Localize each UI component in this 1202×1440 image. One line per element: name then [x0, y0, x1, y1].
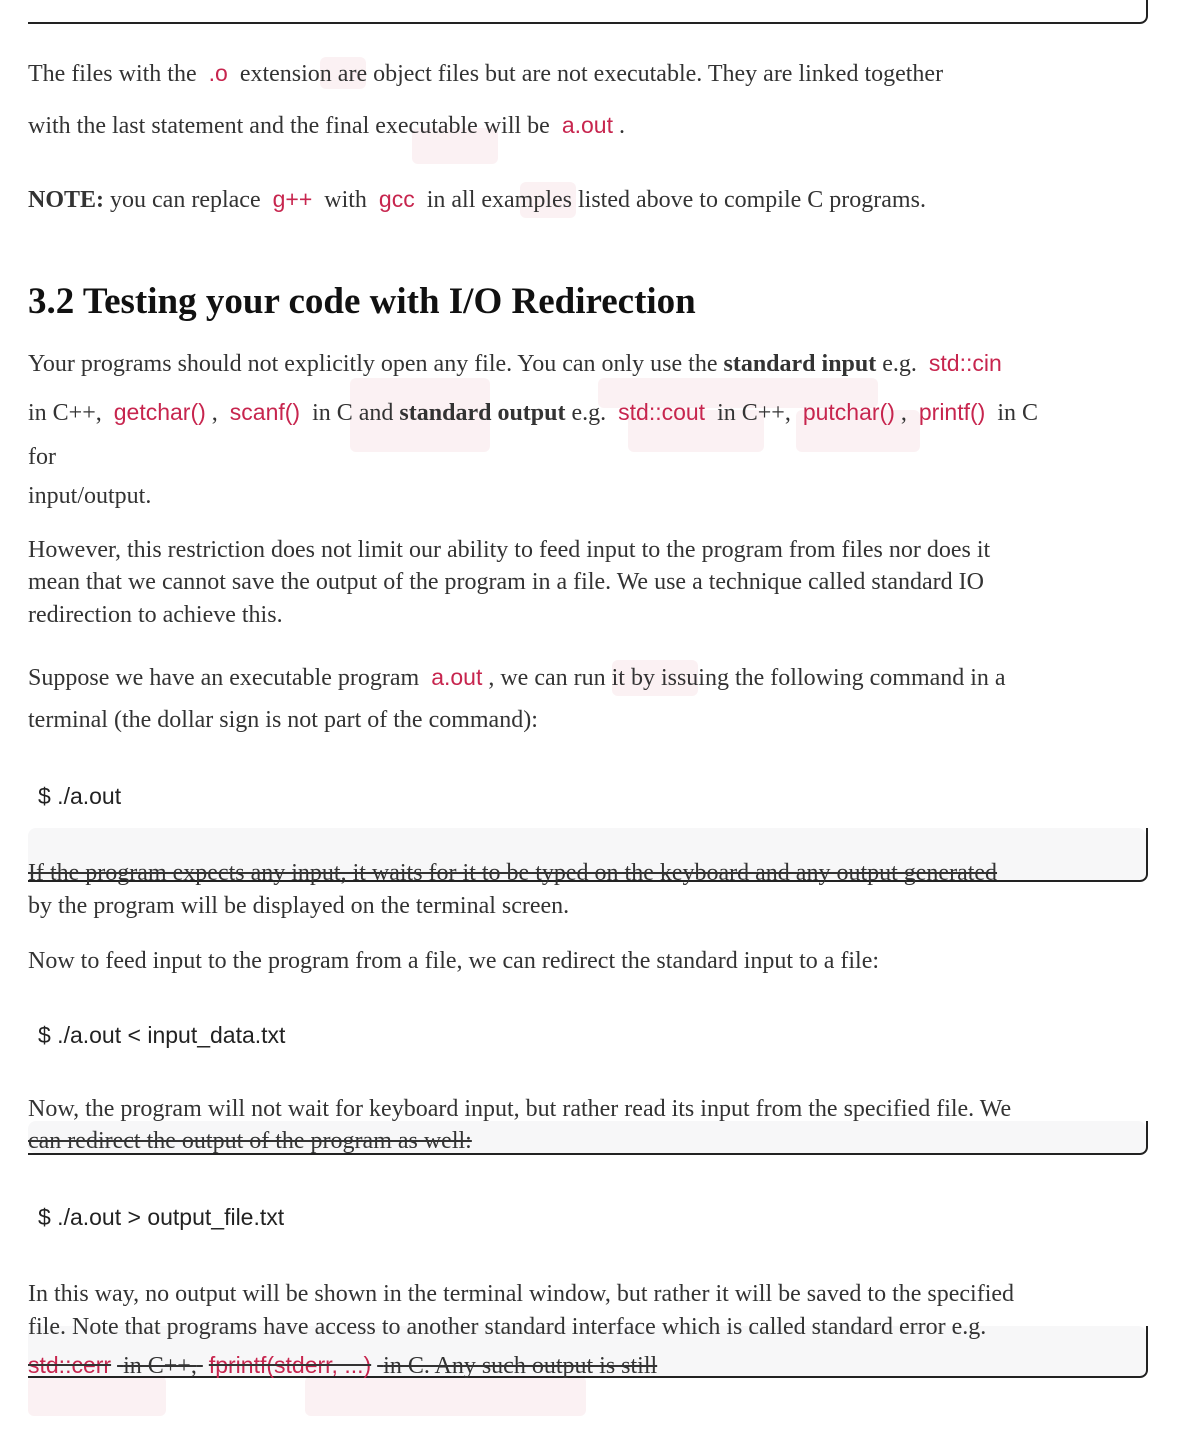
text: in all examples listed above to compile C programs. — [426, 187, 926, 213]
paragraph-suppose — [28, 664, 1138, 692]
inline-code: a.out — [431, 664, 483, 690]
text: Suppose we have an executable program — [28, 665, 420, 691]
text: you can replace — [110, 187, 261, 213]
text: , — [211, 400, 218, 426]
text: extension are object files but are not executable. They are linked together — [239, 61, 944, 87]
paragraph-however-l3: redirection to achieve this. — [28, 602, 283, 628]
paragraph-keyboard-l1: If the program expects any input, it waits for it to be typed on the keyboard and any output generated — [28, 860, 998, 886]
inline-code: std::cerr — [28, 1352, 112, 1378]
paragraph-keyboard-l2: by the program will be displayed on the terminal screen. — [28, 893, 570, 919]
paragraph-suppose-line2: terminal (the dollar sign is not part of the command): — [28, 707, 538, 733]
text: e.g. — [571, 400, 607, 426]
text: in C and — [312, 400, 394, 426]
text: in C. Any such output is still — [383, 1353, 658, 1379]
note-paragraph — [28, 186, 1138, 214]
text: with the last statement and the final executable will be — [28, 113, 550, 139]
highlight-artifact — [305, 1376, 586, 1416]
inline-code: a.out — [561, 112, 613, 138]
inline-code: fprintf(stderr, ...) — [208, 1352, 372, 1378]
text: The files with the — [28, 61, 197, 87]
text: in C++, — [123, 1353, 197, 1379]
bold-term: standard input — [723, 351, 877, 377]
text: with — [324, 187, 367, 213]
inline-code: printf() — [918, 399, 986, 425]
inline-code: g++ — [272, 186, 313, 212]
text: , — [900, 400, 907, 426]
paragraph-feed-input: Now to feed input to the program from a file, we can redirect the standard input to a file: — [28, 948, 880, 974]
paragraph-no-wait-l2: can redirect the output of the program as well: — [28, 1128, 472, 1154]
text: in C — [997, 400, 1039, 426]
paragraph-object-files-line2 — [28, 112, 1138, 140]
bold-term: standard output — [399, 400, 566, 426]
text: e.g. — [882, 351, 917, 377]
inline-code: .o — [208, 60, 228, 86]
inline-code: getchar() — [113, 399, 206, 425]
text: input/output. — [28, 483, 152, 509]
section-heading: 3.2 Testing your code with I/O Redirection — [28, 281, 696, 322]
text: for — [28, 444, 56, 470]
inline-code: scanf() — [229, 399, 301, 425]
highlight-artifact — [28, 1376, 166, 1416]
paragraph-io-restriction — [28, 350, 1138, 378]
paragraph-object-files — [28, 60, 1138, 88]
code-block-output-redirect: $ ./a.out > output_file.txt — [38, 1204, 285, 1230]
inline-code: gcc — [378, 186, 415, 212]
paragraph-stderr-l3 — [28, 1352, 1138, 1380]
inline-code: putchar() — [802, 399, 895, 425]
text: Your programs should not explicitly open any file. You can only use the — [28, 351, 718, 377]
inline-code: std::cout — [618, 399, 706, 425]
text: , we can run it by issuing the following command in a — [488, 665, 1006, 691]
text: in C++, — [717, 400, 791, 426]
paragraph-however-l1: However, this restriction does not limit our ability to feed input to the program from files nor does it — [28, 537, 991, 563]
note-label: NOTE: — [28, 187, 105, 213]
code-block-run: $ ./a.out — [38, 783, 122, 809]
text: . — [618, 113, 625, 139]
text: in C++, — [28, 400, 102, 426]
paragraph-io-restriction-line4 — [28, 483, 1138, 510]
code-block-input-redirect: $ ./a.out < input_data.txt — [38, 1022, 286, 1048]
paragraph-however-l2: mean that we cannot save the output of the program in a file. We use a technique called standard IO — [28, 569, 984, 595]
paragraph-io-restriction-line3 — [28, 444, 1138, 471]
inline-code: std::cin — [928, 350, 1002, 376]
paragraph-io-restriction-line2 — [28, 399, 1138, 427]
paragraph-stderr-l2: file. Note that programs have access to another standard interface which is called standard error e.g. — [28, 1314, 987, 1340]
paragraph-stderr-l1: In this way, no output will be shown in the terminal window, but rather it will be saved to the specified — [28, 1281, 1015, 1307]
section-top-border — [28, 0, 1148, 24]
paragraph-no-wait-l1: Now, the program will not wait for keyboard input, but rather read its input from the specified file. We — [28, 1096, 1012, 1122]
